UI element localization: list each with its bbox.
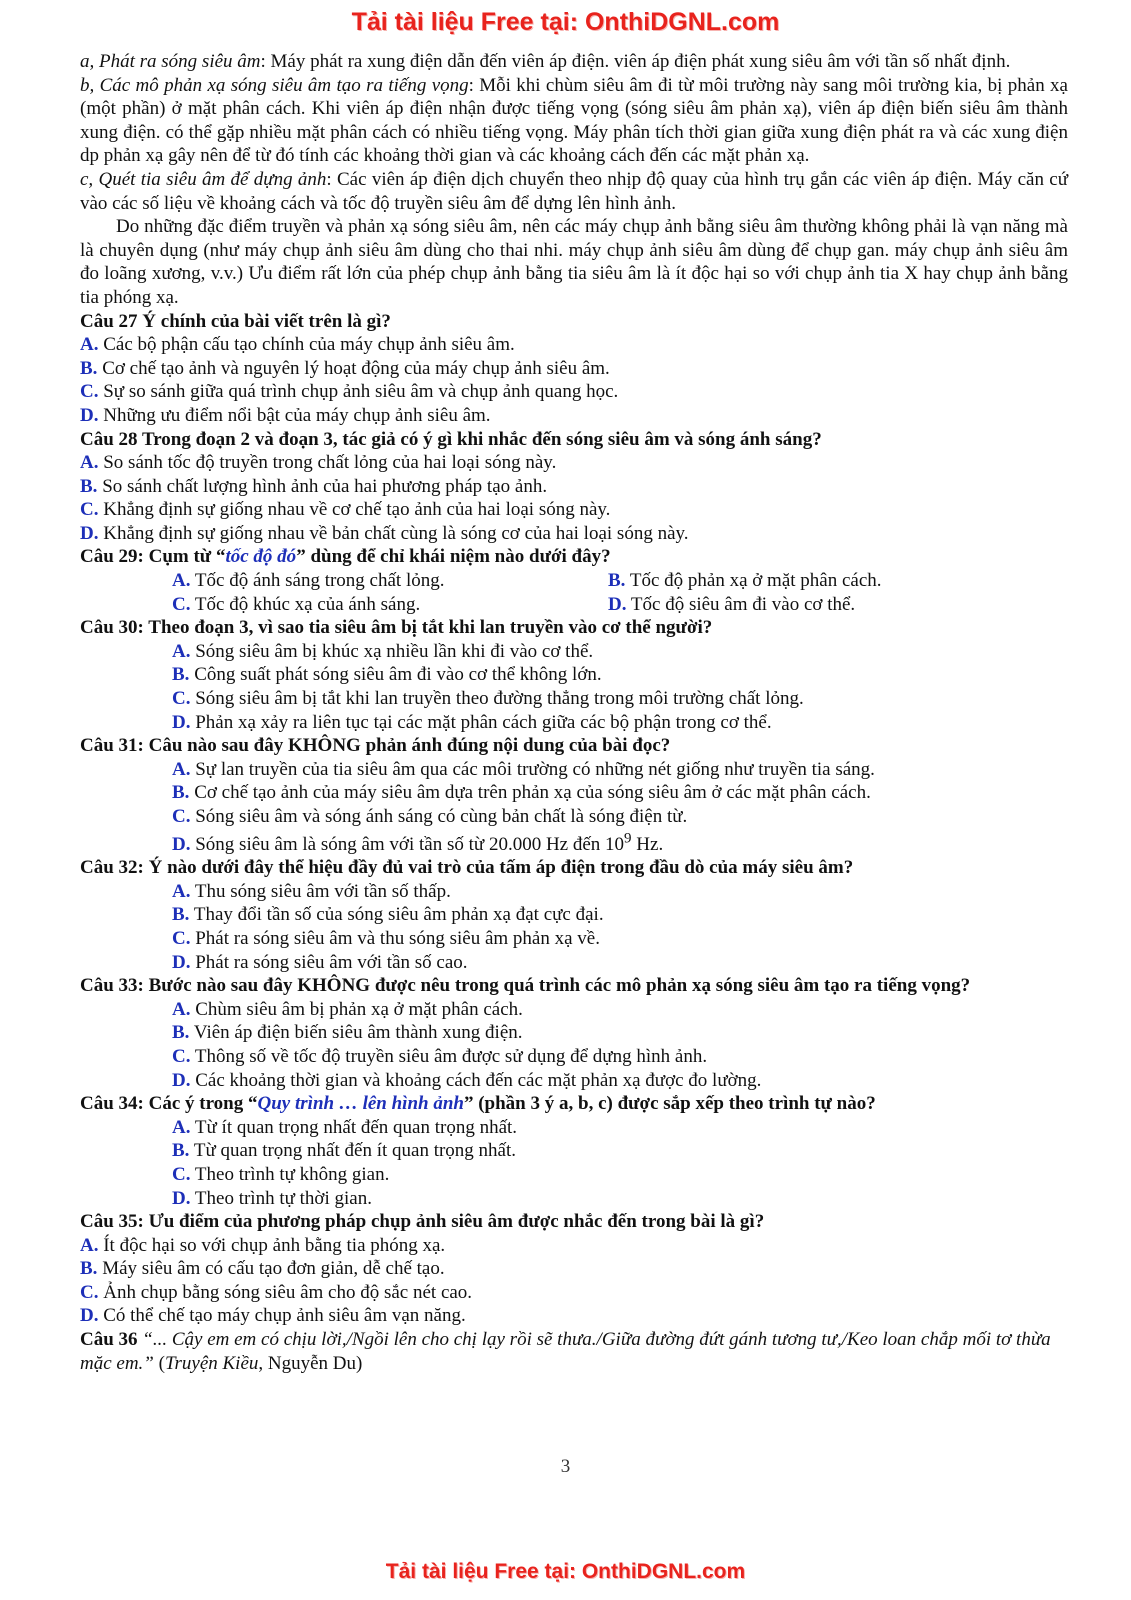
q31-option-d: D. Sóng siêu âm là sóng âm với tần số từ 20.000 Hz đến $10^9$ Hz. [172, 830, 664, 855]
q29-option-d: D. Tốc độ siêu âm đi vào cơ thể. [608, 593, 856, 615]
q31-option-c: C. Sóng siêu âm và sóng ánh sáng có cùng bản chất là sóng điện từ. [172, 806, 688, 827]
q30-option-b: B. Công suất phát sóng siêu âm đi vào cơ thể không lớn. [172, 664, 602, 686]
page-number: 3 [560, 1456, 571, 1477]
q31-option-a: A. Sự lan truyền của tia siêu âm qua các môi trường có những nét giống như truyền tia sáng. [172, 758, 875, 780]
q32-option-c: C. Phát ra sóng siêu âm và thu sóng siêu âm phản xạ về. [172, 927, 600, 949]
q35-option-a: A. Ít độc hại so với chụp ảnh bằng tia phóng xạ. [80, 1234, 446, 1256]
q27-option-a: A. Các bộ phận cấu tạo chính của máy chụp ảnh siêu âm. [80, 334, 515, 356]
question-31: Câu 31: Câu nào sau đây KHÔNG phản ánh đúng nội dung của bài đọc? [80, 735, 671, 757]
header-banner: Tải tài liệu Free tại: OnthiDGNL.com [351, 8, 780, 36]
question-29: Câu 29: Cụm từ “tốc độ đó” dùng để chỉ khái niệm nào dưới đây? [80, 546, 611, 568]
question-27: Câu 27 Ý chính của bài viết trên là gì? [80, 310, 391, 332]
q29-option-b: B. Tốc độ phản xạ ở mặt phân cách. [608, 570, 882, 592]
q28-option-a: A. So sánh tốc độ truyền trong chất lỏng của hai loại sóng này. [80, 452, 557, 474]
question-36: Câu 36 “... Cậy em em có chịu lời,/Ngồi lên cho chị lạy rồi sẽ thưa./Giữa đường đứt gánh tương tư,/Keo loan chắp mối tơ thừa mặc em.” (Truyện Kiều, Nguyễn Du) [80, 1329, 1051, 1374]
question-32: Câu 32: Ý nào dưới đây thể hiệu đầy đủ vai trò của tấm áp điện trong đầu dò của máy siêu âm? [80, 857, 854, 879]
q27-option-b: B. Cơ chế tạo ảnh và nguyên lý hoạt động của máy chụp ảnh siêu âm. [80, 357, 610, 379]
q33-option-c: C. Thông số về tốc độ truyền siêu âm được sử dụng để dựng hình ảnh. [172, 1045, 708, 1067]
q34-option-c: C. Theo trình tự không gian. [172, 1163, 390, 1185]
q30-option-d: D. Phản xạ xảy ra liên tục tại các mặt phân cách giữa các bộ phận trong cơ thể. [172, 711, 772, 733]
q29-options [80, 569, 1068, 616]
q33-option-b: B. Viên áp điện biến siêu âm thành xung điện. [172, 1022, 523, 1044]
question-35: Câu 35: Ưu điểm của phương pháp chụp ảnh siêu âm được nhắc đến trong bài là gì? [80, 1211, 765, 1233]
question-28: Câu 28 Trong đoạn 2 và đoạn 3, tác giả có ý gì khi nhắc đến sóng siêu âm và sóng ánh sáng? [80, 428, 822, 450]
q28-option-b: B. So sánh chất lượng hình ảnh của hai phương pháp tạo ảnh. [80, 475, 548, 497]
q33-option-d: D. Các khoảng thời gian và khoảng cách đến các mặt phản xạ được đo lường. [172, 1069, 762, 1091]
paragraph-b: b, Các mô phản xạ sóng siêu âm tạo ra tiếng vọng: Mỗi khi chùm siêu âm đi từ môi trường này sang môi trường kia, bị phản xạ (một phần) ở mặt phân cách. Khi viên áp điện nhận được tiếng vọng (sóng siêu âm phản xạ), viên áp điện biến siêu âm thành xung điện. có thể gặp nhiều mặt phân cách có nhiều tiếng vọng. Máy phân tích thời gian giữa xung điện phát ra và các xung điện dp phản xạ gây nên để từ đó tính các khoảng thời gian và các khoảng cách đến các mặt phản xạ. [80, 74, 1068, 167]
q28-option-c: C. Khẳng định sự giống nhau về cơ chế tạo ảnh của hai loại sóng này. [80, 499, 611, 521]
q27-option-d: D. Những ưu điểm nổi bật của máy chụp ảnh siêu âm. [80, 404, 491, 426]
q34-option-b: B. Từ quan trọng nhất đến ít quan trọng nhất. [172, 1140, 517, 1162]
question-34: Câu 34: Các ý trong “Quy trình … lên hình ảnh” (phần 3 ý a, b, c) được sắp xếp theo trình tự nào? [80, 1093, 876, 1115]
paragraph-d: Do những đặc điểm truyền và phản xạ sóng siêu âm, nên các máy chụp ảnh bằng siêu âm thường không phải là vạn năng mà là chuyên dụng (như máy chụp ảnh siêu âm dùng cho thai nhi. máy chụp ảnh siêu âm dùng để chụp gan. máy chụp ảnh siêu âm đo loãng xương, v.v.) Ưu điểm rất lớn của phép chụp ảnh bằng tia siêu âm là ít độc hại so với chụp ảnh tia X hay chụp ảnh bằng tia phóng xạ. [80, 216, 1068, 308]
q29-option-c: C. Tốc độ khúc xạ của ánh sáng. [172, 593, 421, 615]
q32-option-b: B. Thay đổi tần số của sóng siêu âm phản xạ đạt cực đại. [172, 904, 604, 926]
q32-option-a: A. Thu sóng siêu âm với tần số thấp. [172, 880, 451, 902]
q34-option-a: A. Từ ít quan trọng nhất đến quan trọng nhất. [172, 1116, 518, 1138]
document-body [80, 50, 1068, 1375]
q28-option-d: D. Khẳng định sự giống nhau về bản chất cùng là sóng cơ của hai loại sóng này. [80, 522, 689, 544]
paragraph-a: a, Phát ra sóng siêu âm: Máy phát ra xung điện dẫn đến viên áp điện. viên áp điện phát xung siêu âm với tần số nhất định. [80, 51, 1011, 72]
q32-option-d: D. Phát ra sóng siêu âm với tần số cao. [172, 951, 468, 973]
q27-option-c: C. Sự so sánh giữa quá trình chụp ảnh siêu âm và chụp ảnh quang học. [80, 381, 619, 403]
q35-option-d: D. Có thể chế tạo máy chụp ảnh siêu âm vạn năng. [80, 1305, 466, 1327]
q30-option-a: A. Sóng siêu âm bị khúc xạ nhiều lần khi đi vào cơ thể. [172, 640, 594, 662]
q30-option-c: C. Sóng siêu âm bị tắt khi lan truyền theo đường thẳng trong môi trường chất lỏng. [172, 688, 804, 710]
paragraph-c: c, Quét tia siêu âm để dựng ảnh: Các viên áp điện dịch chuyển theo nhịp độ quay của hình trụ gắn các viên áp điện. Máy căn cứ vào các số liệu về khoảng cách và tốc độ truyền siêu âm để dựng lên hình ảnh. [80, 168, 1068, 214]
question-33: Câu 33: Bước nào sau đây KHÔNG được nêu trong quá trình các mô phản xạ sóng siêu âm tạo ra tiếng vọng? [80, 975, 971, 997]
footer-banner: Tải tài liệu Free tại: OnthiDGNL.com [385, 1560, 746, 1583]
q35-option-b: B. Máy siêu âm có cấu tạo đơn giản, dễ chế tạo. [80, 1258, 445, 1280]
q31-option-b: B. Cơ chế tạo ảnh của máy siêu âm dựa trên phản xạ của sóng siêu âm ở các mặt phân cách. [172, 782, 871, 804]
question-30: Câu 30: Theo đoạn 3, vì sao tia siêu âm bị tắt khi lan truyền vào cơ thể người? [80, 617, 713, 639]
q29-option-a: A. Tốc độ ánh sáng trong chất lỏng. [172, 570, 445, 592]
q35-option-c: C. Ảnh chụp bằng sóng siêu âm cho độ sắc nét cao. [80, 1281, 473, 1303]
q33-option-a: A. Chùm siêu âm bị phản xạ ở mặt phân cách. [172, 998, 523, 1020]
q34-option-d: D. Theo trình tự thời gian. [172, 1187, 372, 1209]
